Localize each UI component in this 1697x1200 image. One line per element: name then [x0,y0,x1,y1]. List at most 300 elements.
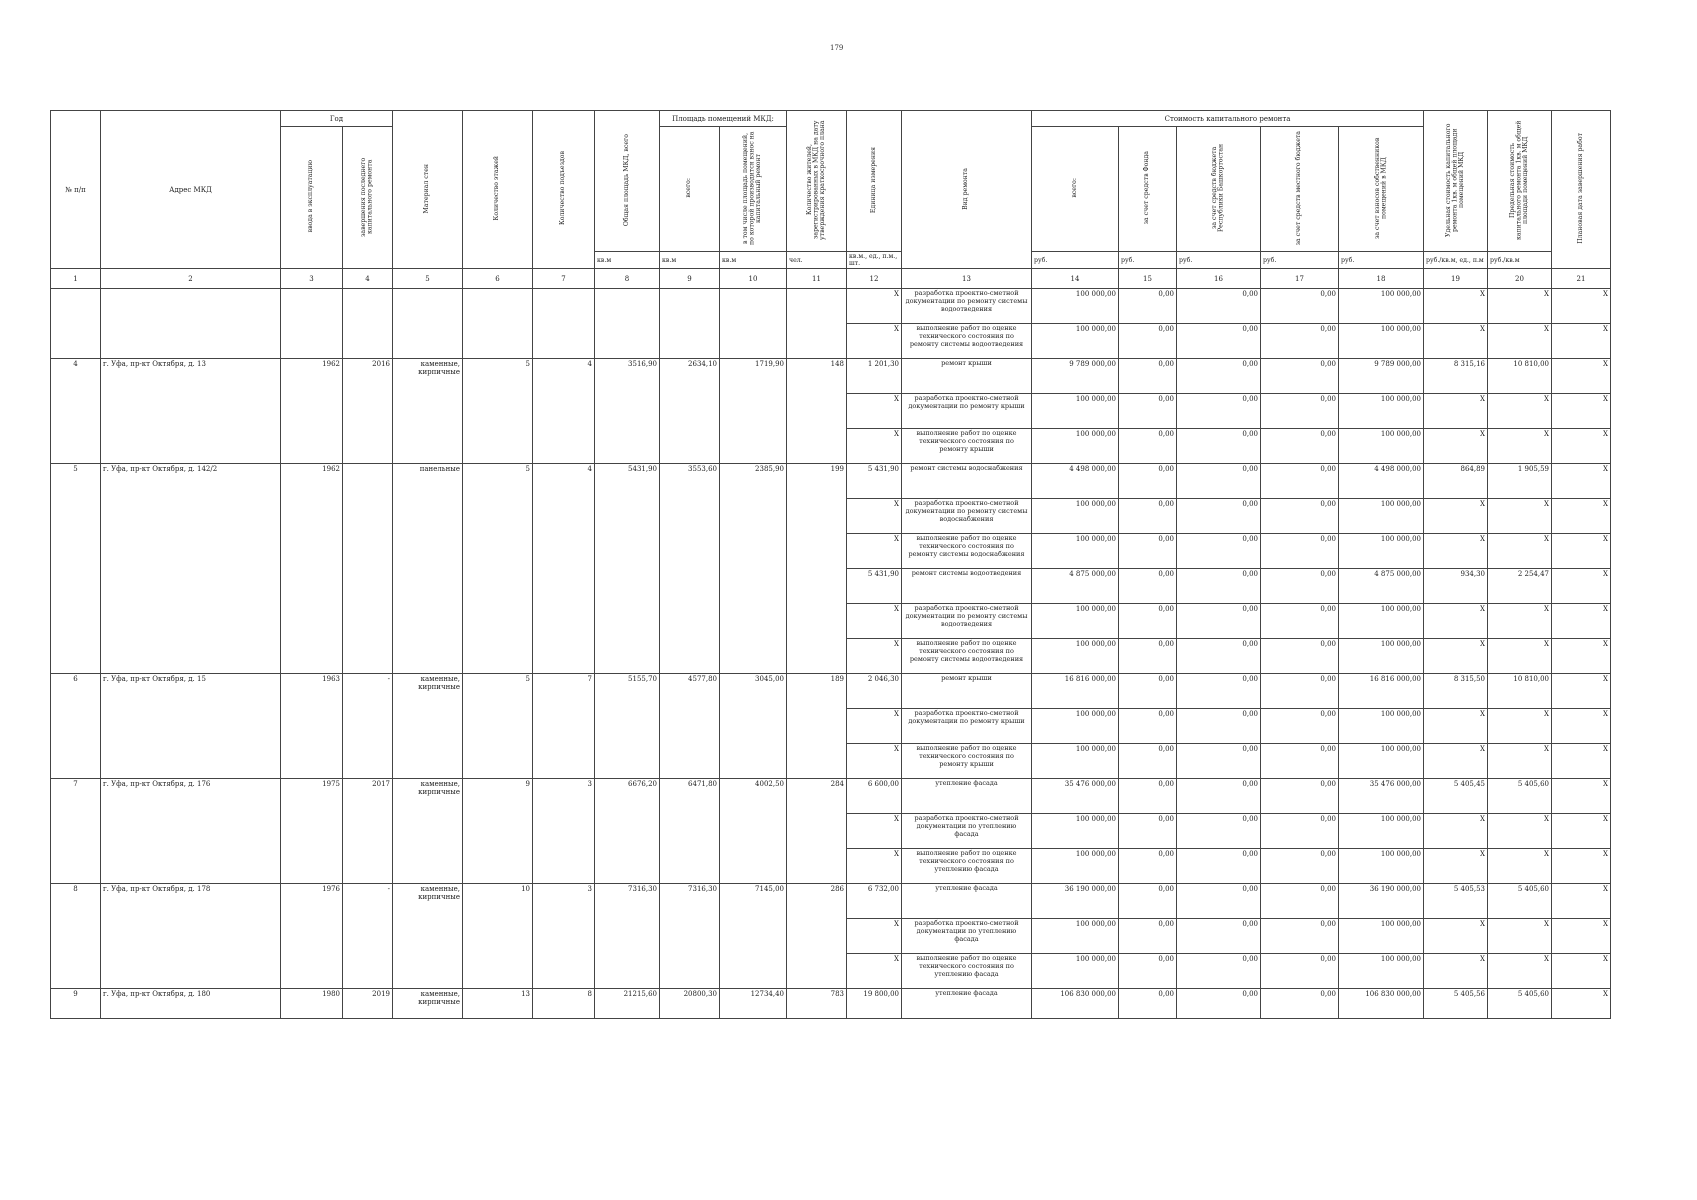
unit-measure: кв.м., ед., п.м., шт. [847,252,902,269]
row-number: 7 [51,779,101,884]
cost-fund: 0,00 [1119,394,1177,429]
total-area: 6676,20 [595,779,660,884]
cost-local: 0,00 [1261,289,1339,324]
unit-cost: 5 405,45 [1424,779,1488,814]
unit-cost: X [1424,639,1488,674]
unit-rub1: руб. [1032,252,1119,269]
unit-value: X [847,394,902,429]
unit-rub-per2: руб./кв.м [1488,252,1552,269]
planned-date: X [1552,429,1611,464]
cost-republic: 0,00 [1177,989,1261,1019]
wall-material: каменные, кирпичные [393,359,463,464]
unit-cost: X [1424,709,1488,744]
cost-total: 100 000,00 [1032,919,1119,954]
unit-cost: X [1424,534,1488,569]
header-floors: Количество этажей [463,111,533,269]
premises-residential: 2385,90 [720,464,787,674]
unit-rub2: руб. [1119,252,1177,269]
header-premises-residential: в том числе площадь помещений, по которой производится взнос на капитальный ремонт [720,127,787,252]
unit-cost: 8 315,16 [1424,359,1488,394]
cost-total: 100 000,00 [1032,709,1119,744]
total-area: 21215,60 [595,989,660,1019]
unit-area3: кв.м [720,252,787,269]
cost-fund: 0,00 [1119,464,1177,499]
column-number: 6 [463,269,533,289]
unit-value: 6 600,00 [847,779,902,814]
cost-local: 0,00 [1261,674,1339,709]
premises-residential: 12734,40 [720,989,787,1019]
max-cost: 5 405,60 [1488,884,1552,919]
floors: 10 [463,884,533,989]
entrances: 7 [533,674,595,779]
planned-date: X [1552,464,1611,499]
total-area: 5155,70 [595,674,660,779]
wall-material: каменные, кирпичные [393,779,463,884]
work-type: выполнение работ по оценке технического состояния по ремонту системы водоотведения [902,639,1032,674]
work-type: разработка проектно-сметной документации по утеплению фасада [902,919,1032,954]
max-cost: 5 405,60 [1488,779,1552,814]
cost-total: 100 000,00 [1032,639,1119,674]
column-number: 12 [847,269,902,289]
work-type: ремонт системы водоснабжения [902,464,1032,499]
cost-owners: 100 000,00 [1339,499,1424,534]
header-no: № п/п [51,111,101,269]
unit-value: X [847,429,902,464]
empty-cell [51,289,101,359]
work-type: разработка проектно-сметной документации по ремонту крыши [902,709,1032,744]
work-type: выполнение работ по оценке технического состояния по ремонту системы водоотведения [902,324,1032,359]
cost-local: 0,00 [1261,814,1339,849]
unit-value: 19 800,00 [847,989,902,1019]
cost-republic: 0,00 [1177,709,1261,744]
floors: 5 [463,674,533,779]
cost-fund: 0,00 [1119,849,1177,884]
wall-material: каменные, кирпичные [393,989,463,1019]
empty-cell [533,289,595,359]
planned-date: X [1552,359,1611,394]
house-address: г. Уфа, пр-кт Октября, д. 176 [101,779,281,884]
cost-republic: 0,00 [1177,849,1261,884]
planned-date: X [1552,989,1611,1019]
planned-date: X [1552,324,1611,359]
cost-republic: 0,00 [1177,394,1261,429]
planned-date: X [1552,534,1611,569]
cost-fund: 0,00 [1119,779,1177,814]
column-number: 2 [101,269,281,289]
table-row [51,884,1611,919]
unit-cost: X [1424,499,1488,534]
cost-owners: 100 000,00 [1339,534,1424,569]
cost-republic: 0,00 [1177,814,1261,849]
planned-date: X [1552,779,1611,814]
max-cost: X [1488,499,1552,534]
header-planned-date: Плановая дата завершения работ [1552,111,1611,269]
header-residents: Количество жителей, зарегистрированных в МКД на дату утверждения краткосрочного плана [787,111,847,252]
empty-cell [393,289,463,359]
cost-fund: 0,00 [1119,919,1177,954]
empty-cell [720,289,787,359]
cost-total: 100 000,00 [1032,849,1119,884]
cost-local: 0,00 [1261,604,1339,639]
planned-date: X [1552,394,1611,429]
cost-fund: 0,00 [1119,429,1177,464]
entrances: 3 [533,884,595,989]
column-number: 8 [595,269,660,289]
table-row [51,989,1611,1019]
work-type: ремонт крыши [902,359,1032,394]
year-last-repair: 2016 [343,359,393,464]
capital-repair-table [50,110,1611,1019]
residents: 284 [787,779,847,884]
column-number: 7 [533,269,595,289]
table-row [51,359,1611,394]
cost-local: 0,00 [1261,884,1339,919]
header-year-group: Год [281,111,393,127]
cost-republic: 0,00 [1177,604,1261,639]
cost-republic: 0,00 [1177,289,1261,324]
planned-date: X [1552,884,1611,919]
column-number: 15 [1119,269,1177,289]
residents: 189 [787,674,847,779]
cost-fund: 0,00 [1119,289,1177,324]
max-cost: 5 405,60 [1488,989,1552,1019]
planned-date: X [1552,919,1611,954]
max-cost: X [1488,604,1552,639]
floors: 5 [463,464,533,674]
cost-local: 0,00 [1261,499,1339,534]
cost-total: 106 830 000,00 [1032,989,1119,1019]
unit-cost: 934,30 [1424,569,1488,604]
unit-rub4: руб. [1261,252,1339,269]
header-wall-material: Материал стен [393,111,463,269]
empty-cell [101,289,281,359]
entrances: 8 [533,989,595,1019]
cost-total: 100 000,00 [1032,604,1119,639]
cost-total: 100 000,00 [1032,744,1119,779]
unit-value: X [847,849,902,884]
unit-cost: X [1424,919,1488,954]
year-commission: 1976 [281,884,343,989]
cost-owners: 36 190 000,00 [1339,884,1424,919]
work-type: разработка проектно-сметной документации по ремонту системы водоотведения [902,289,1032,324]
unit-value: X [847,534,902,569]
row-number: 5 [51,464,101,674]
cost-local: 0,00 [1261,779,1339,814]
premises-total: 20800,30 [660,989,720,1019]
cost-total: 36 190 000,00 [1032,884,1119,919]
cost-fund: 0,00 [1119,814,1177,849]
cost-republic: 0,00 [1177,464,1261,499]
unit-value: X [847,744,902,779]
unit-value: X [847,919,902,954]
empty-cell [463,289,533,359]
cost-owners: 100 000,00 [1339,289,1424,324]
header-entrances: Количество подъездов [533,111,595,269]
cost-total: 100 000,00 [1032,429,1119,464]
work-type: ремонт крыши [902,674,1032,709]
max-cost: X [1488,919,1552,954]
cost-total: 35 476 000,00 [1032,779,1119,814]
cost-republic: 0,00 [1177,884,1261,919]
cost-republic: 0,00 [1177,779,1261,814]
cost-fund: 0,00 [1119,359,1177,394]
premises-total: 3553,60 [660,464,720,674]
unit-cost: X [1424,814,1488,849]
header-total-area: Общая площадь МКД, всего [595,111,660,252]
work-type: утепление фасада [902,779,1032,814]
header-year-commission: ввода в эксплуатацию [281,127,343,269]
column-number: 20 [1488,269,1552,289]
cost-republic: 0,00 [1177,534,1261,569]
residents: 783 [787,989,847,1019]
work-type: разработка проектно-сметной документации по ремонту крыши [902,394,1032,429]
cost-local: 0,00 [1261,919,1339,954]
premises-residential: 4002,50 [720,779,787,884]
planned-date: X [1552,849,1611,884]
max-cost: X [1488,954,1552,989]
header-max-cost: Предельная стоимость капитального ремонта 1кв. м общей площади помещений МКД [1488,111,1552,252]
table-row [51,289,1611,324]
cost-fund: 0,00 [1119,884,1177,919]
unit-cost: 8 315,50 [1424,674,1488,709]
max-cost: 2 254,47 [1488,569,1552,604]
table-row [51,464,1611,499]
cost-republic: 0,00 [1177,639,1261,674]
empty-cell [281,289,343,359]
cost-total: 100 000,00 [1032,324,1119,359]
wall-material: каменные, кирпичные [393,674,463,779]
house-address: г. Уфа, пр-кт Октября, д. 180 [101,989,281,1019]
cost-total: 4 875 000,00 [1032,569,1119,604]
unit-value: X [847,289,902,324]
cost-owners: 16 816 000,00 [1339,674,1424,709]
max-cost: X [1488,394,1552,429]
cost-local: 0,00 [1261,989,1339,1019]
column-number: 13 [902,269,1032,289]
cost-local: 0,00 [1261,429,1339,464]
header-address: Адрес МКД [101,111,281,269]
year-last-repair [343,464,393,674]
year-commission: 1962 [281,464,343,674]
cost-fund: 0,00 [1119,639,1177,674]
header-cost-group: Стоимость капитального ремонта [1032,111,1424,127]
max-cost: X [1488,744,1552,779]
cost-local: 0,00 [1261,849,1339,884]
cost-republic: 0,00 [1177,674,1261,709]
planned-date: X [1552,639,1611,674]
table-row [51,779,1611,814]
unit-cost: 5 405,56 [1424,989,1488,1019]
cost-owners: 100 000,00 [1339,744,1424,779]
column-number: 16 [1177,269,1261,289]
planned-date: X [1552,499,1611,534]
unit-rub3: руб. [1177,252,1261,269]
cost-republic: 0,00 [1177,919,1261,954]
year-commission: 1980 [281,989,343,1019]
row-number: 9 [51,989,101,1019]
unit-cost: X [1424,324,1488,359]
cost-fund: 0,00 [1119,744,1177,779]
column-number: 4 [343,269,393,289]
cost-fund: 0,00 [1119,569,1177,604]
header-work-type: Вид ремонта [902,111,1032,269]
total-area: 3516,90 [595,359,660,464]
header-premises-group: Площадь помещений МКД: [660,111,787,127]
empty-cell [343,289,393,359]
row-number: 6 [51,674,101,779]
house-address: г. Уфа, пр-кт Октября, д. 178 [101,884,281,989]
empty-cell [595,289,660,359]
empty-cell [787,289,847,359]
entrances: 4 [533,464,595,674]
cost-local: 0,00 [1261,394,1339,429]
header-cost-republic: за счет средств бюджета Республики Башкортостан [1177,127,1261,252]
entrances: 4 [533,359,595,464]
cost-owners: 4 875 000,00 [1339,569,1424,604]
cost-republic: 0,00 [1177,744,1261,779]
planned-date: X [1552,709,1611,744]
unit-cost: X [1424,954,1488,989]
residents: 148 [787,359,847,464]
max-cost: X [1488,289,1552,324]
column-number: 17 [1261,269,1339,289]
cost-republic: 0,00 [1177,569,1261,604]
max-cost: X [1488,814,1552,849]
unit-cost: X [1424,289,1488,324]
max-cost: X [1488,639,1552,674]
column-number: 1 [51,269,101,289]
premises-total: 4577,80 [660,674,720,779]
cost-total: 100 000,00 [1032,954,1119,989]
cost-local: 0,00 [1261,709,1339,744]
cost-fund: 0,00 [1119,954,1177,989]
cost-owners: 9 789 000,00 [1339,359,1424,394]
planned-date: X [1552,954,1611,989]
max-cost: X [1488,534,1552,569]
premises-residential: 7145,00 [720,884,787,989]
residents: 199 [787,464,847,674]
year-last-repair: - [343,674,393,779]
column-number: 14 [1032,269,1119,289]
work-type: утепление фасада [902,884,1032,919]
header-unit-cost: Удельная стоимость капитального ремонта 1кв. м общей площади помещений МКД [1424,111,1488,252]
unit-cost: X [1424,429,1488,464]
cost-total: 100 000,00 [1032,394,1119,429]
unit-area2: кв.м [660,252,720,269]
cost-total: 100 000,00 [1032,814,1119,849]
cost-owners: 100 000,00 [1339,639,1424,674]
cost-owners: 35 476 000,00 [1339,779,1424,814]
house-address: г. Уфа, пр-кт Октября, д. 15 [101,674,281,779]
cost-fund: 0,00 [1119,534,1177,569]
unit-value: 5 431,90 [847,464,902,499]
cost-owners: 100 000,00 [1339,709,1424,744]
cost-fund: 0,00 [1119,674,1177,709]
cost-owners: 100 000,00 [1339,429,1424,464]
max-cost: X [1488,849,1552,884]
cost-republic: 0,00 [1177,499,1261,534]
cost-total: 4 498 000,00 [1032,464,1119,499]
unit-value: 1 201,30 [847,359,902,394]
floors: 5 [463,359,533,464]
header-premises-total: всего: [660,127,720,252]
year-commission: 1962 [281,359,343,464]
work-type: разработка проектно-сметной документации по утеплению фасада [902,814,1032,849]
work-type: выполнение работ по оценке технического состояния по утеплению фасада [902,954,1032,989]
cost-local: 0,00 [1261,359,1339,394]
column-number: 18 [1339,269,1424,289]
max-cost: 1 905,59 [1488,464,1552,499]
work-type: выполнение работ по оценке технического состояния по утеплению фасада [902,849,1032,884]
house-address: г. Уфа, пр-кт Октября, д. 142/2 [101,464,281,674]
cost-fund: 0,00 [1119,324,1177,359]
header-cost-local: за счет средств местного бюджета [1261,127,1339,252]
unit-rub-per: руб./кв.м, ед., п.м [1424,252,1488,269]
max-cost: X [1488,324,1552,359]
unit-area1: кв.м [595,252,660,269]
cost-total: 16 816 000,00 [1032,674,1119,709]
unit-value: X [847,604,902,639]
unit-value: X [847,709,902,744]
entrances: 3 [533,779,595,884]
year-last-repair: 2019 [343,989,393,1019]
year-last-repair: 2017 [343,779,393,884]
work-type: ремонт системы водоотведения [902,569,1032,604]
total-area: 5431,90 [595,464,660,674]
year-last-repair: - [343,884,393,989]
unit-cost: 864,89 [1424,464,1488,499]
premises-total: 2634,10 [660,359,720,464]
work-type: выполнение работ по оценке технического состояния по ремонту системы водоснабжения [902,534,1032,569]
work-type: выполнение работ по оценке технического состояния по ремонту крыши [902,744,1032,779]
wall-material: панельные [393,464,463,674]
work-type: разработка проектно-сметной документации по ремонту системы водоотведения [902,604,1032,639]
cost-fund: 0,00 [1119,604,1177,639]
unit-rub5: руб. [1339,252,1424,269]
column-number: 3 [281,269,343,289]
header-cost-owners: за счет взносов собственников помещений в МКД [1339,127,1424,252]
cost-owners: 4 498 000,00 [1339,464,1424,499]
wall-material: каменные, кирпичные [393,884,463,989]
house-address: г. Уфа, пр-кт Октября, д. 13 [101,359,281,464]
cost-republic: 0,00 [1177,954,1261,989]
floors: 13 [463,989,533,1019]
cost-local: 0,00 [1261,464,1339,499]
cost-total: 100 000,00 [1032,499,1119,534]
column-number: 9 [660,269,720,289]
year-commission: 1975 [281,779,343,884]
cost-republic: 0,00 [1177,429,1261,464]
cost-local: 0,00 [1261,569,1339,604]
header-cost-fund: за счет средств Фонда [1119,127,1177,252]
cost-fund: 0,00 [1119,499,1177,534]
max-cost: 10 810,00 [1488,359,1552,394]
planned-date: X [1552,289,1611,324]
planned-date: X [1552,744,1611,779]
work-type: утепление фасада [902,989,1032,1019]
premises-residential: 3045,00 [720,674,787,779]
header-year-last-repair: завершения последнего капитального ремонта [343,127,393,269]
column-number: 10 [720,269,787,289]
column-number: 19 [1424,269,1488,289]
unit-cost: X [1424,604,1488,639]
residents: 286 [787,884,847,989]
unit-value: X [847,499,902,534]
cost-owners: 100 000,00 [1339,849,1424,884]
max-cost: X [1488,429,1552,464]
column-number-row [51,269,1611,289]
work-type: выполнение работ по оценке технического состояния по ремонту крыши [902,429,1032,464]
